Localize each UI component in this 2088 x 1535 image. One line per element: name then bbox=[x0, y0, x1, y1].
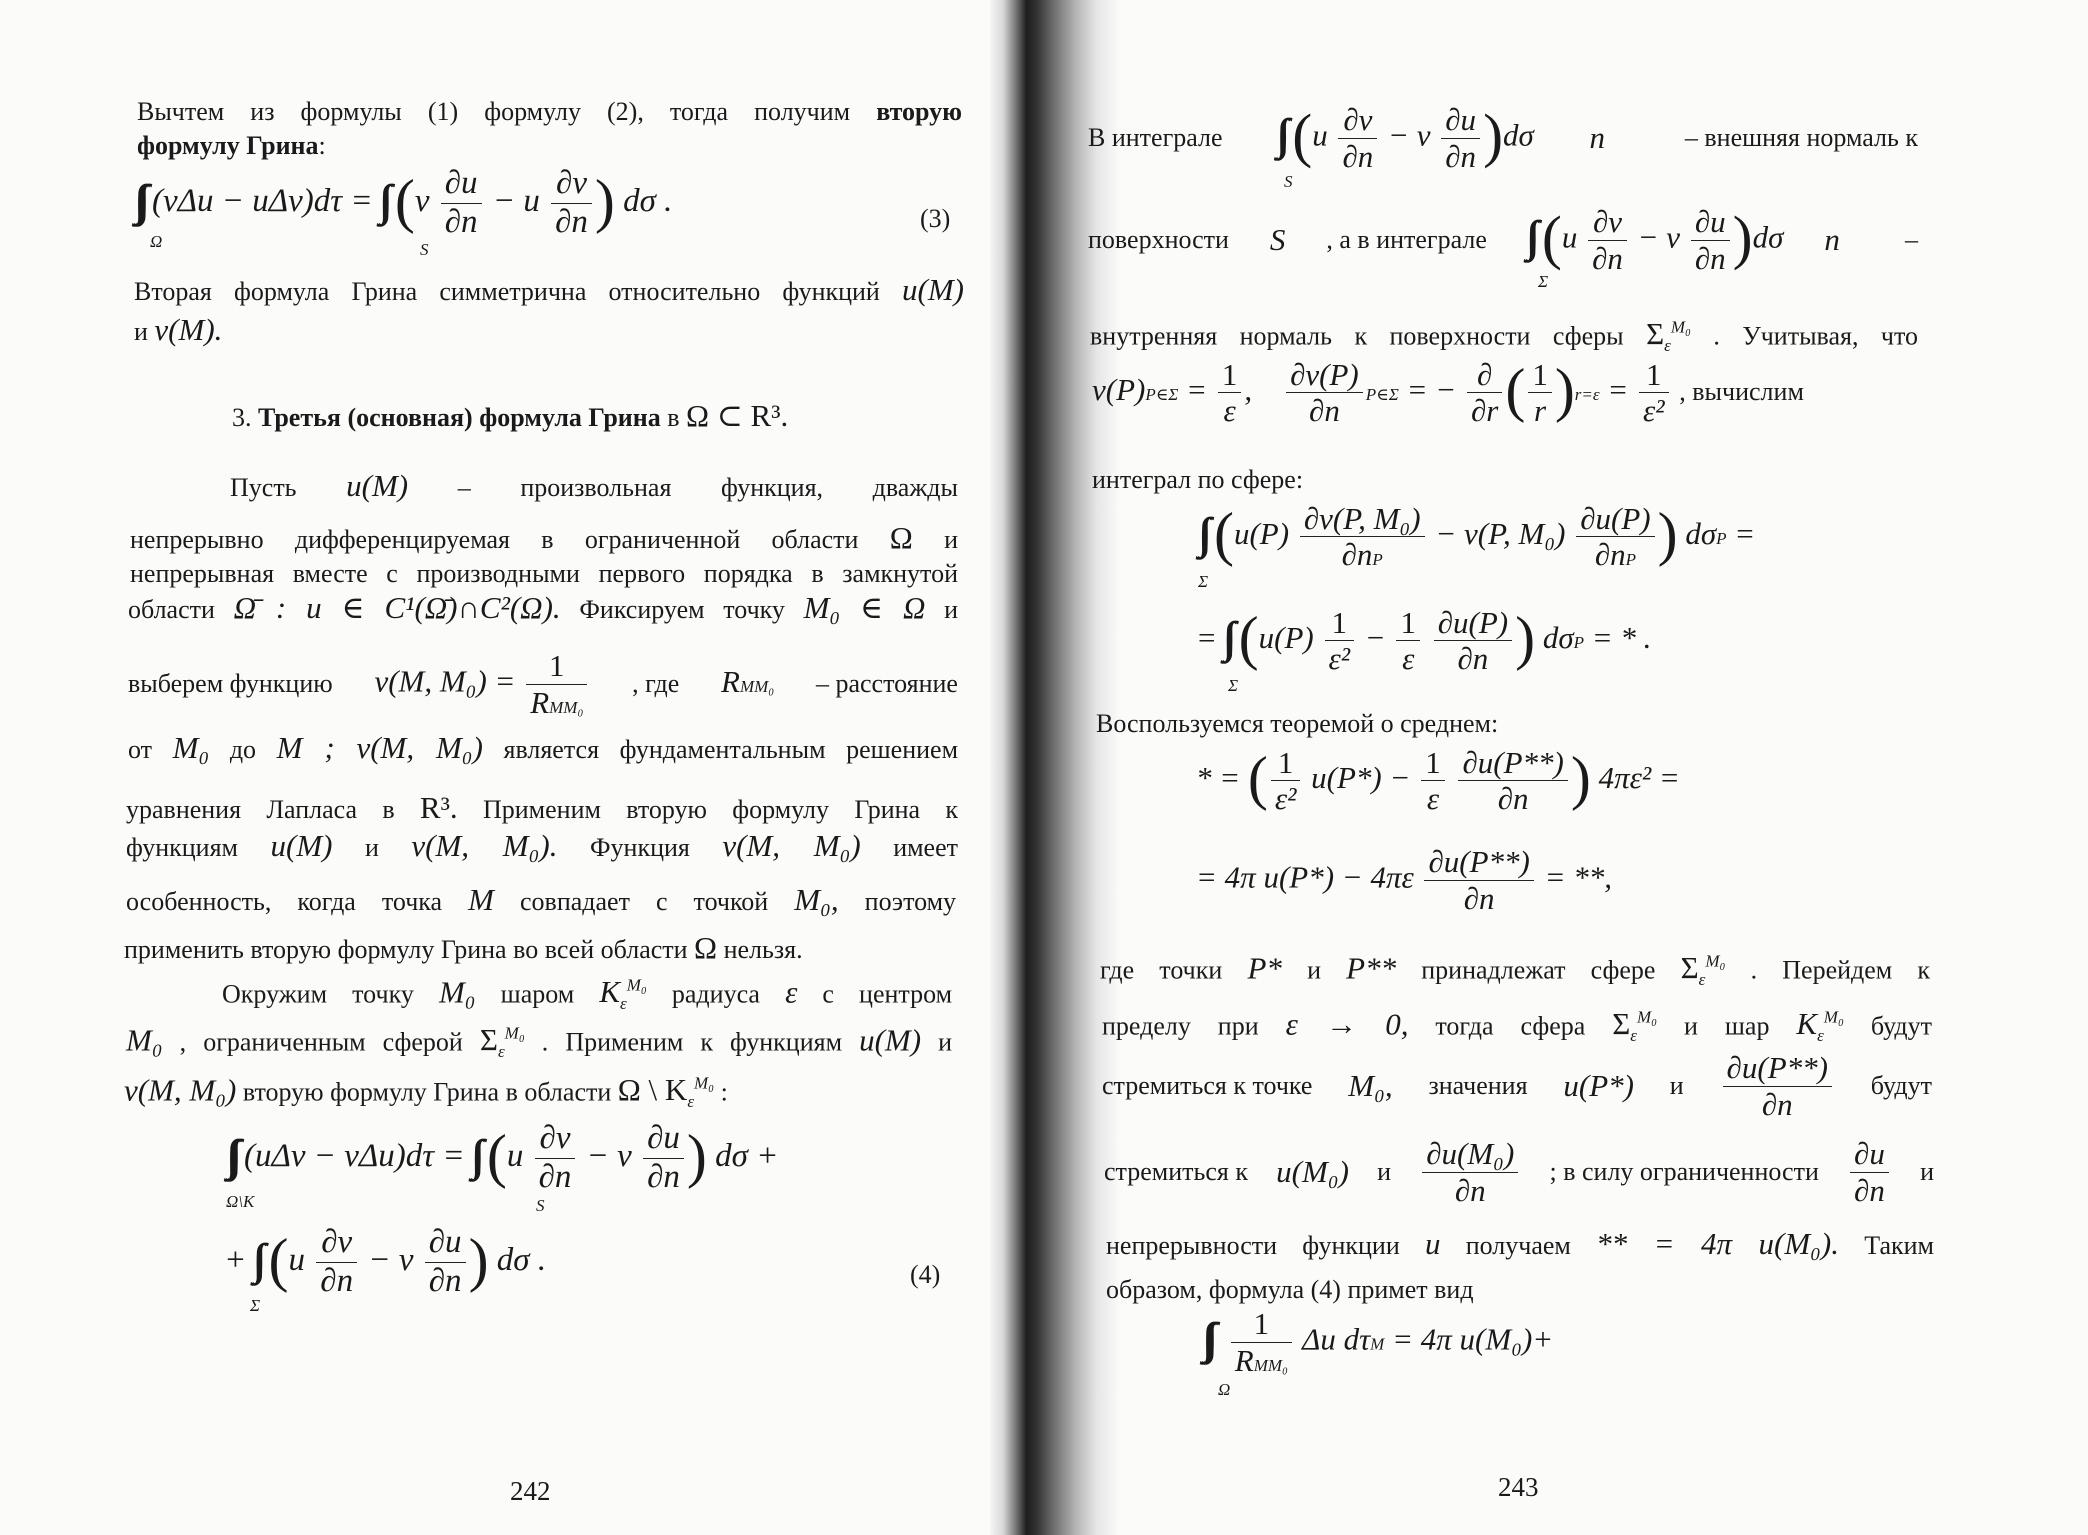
u-of-m: u(M) bbox=[902, 272, 964, 307]
right-page bbox=[1000, 0, 2088, 1535]
r7-integral: = (u(P) $\frac{1}{\text{ε²}}$ − $\frac{1}{\varepsilon}$ $\frac{\partial u(P)}{\partial n}$ ) dσP = * . bbox=[1196, 604, 1652, 677]
intro-bold-word: вторую bbox=[876, 97, 963, 126]
intro-text: Вычтем из формулы (1) формулу (2), тогда получим bbox=[137, 97, 851, 126]
page-number-right: 243 bbox=[1498, 1472, 1539, 1502]
section-domain: Ω ⊂ R³. bbox=[686, 398, 789, 433]
intro-line bbox=[137, 94, 962, 130]
p3-line-10: применить вторую формулу Грина во всей области Ω нельзя. bbox=[124, 930, 803, 965]
r11-line: где точки P* и P** принадлежат сфере $\Sigma_\varepsilon^{M_0}$ . Перейдем к bbox=[1100, 950, 1931, 990]
eq3-tail: dσ . bbox=[623, 183, 673, 220]
and-word: и bbox=[134, 317, 148, 346]
r1-line: В интеграле (u $\frac{\partial v}{\partial n}$ − v $\frac{\partial u}{\partial n}$ )dσ n⃗ – внешняя нормаль к bbox=[1088, 102, 1918, 174]
v-of-m: v(M). bbox=[154, 312, 223, 347]
p3-line-2: непрерывно дифференцируемая в ограниченной области Ω и bbox=[130, 520, 959, 555]
intro-line-2 bbox=[137, 128, 326, 164]
eq4-frac-1: $\frac{\partial v}{\partial n}$ bbox=[535, 1120, 576, 1197]
p3-line-1: Пусть u(M) – произвольная функция, дважды bbox=[230, 468, 958, 503]
r14-line: стремиться к u(M₀) и $\frac{\text{∂u(M₀)}}{\partial n}$ ; в силу ограниченности $\frac{\partial u}{\partial n}$ и bbox=[1104, 1136, 1934, 1208]
r16-line: образом, формула (4) примет вид bbox=[1106, 1275, 1474, 1304]
p3-line-8: функциям u(M) и v(M, M₀). Функция v(M, M₀) имеет bbox=[126, 828, 958, 863]
r8-line: Воспользуемся теоремой о среднем: bbox=[1096, 709, 1499, 738]
equation-4-number: (4) bbox=[910, 1260, 941, 1289]
r2-line: поверхности S , а в интеграле (u $\frac{\partial v}{\partial n}$ − v $\frac{\partial u}{\partial n}$ )dσ n⃗ – bbox=[1088, 204, 1918, 276]
p3-line-5: выберем функцию v(M, M₀) = $\frac{1}{\text{RMM₀}}$ , где RMM₀ – расстояние bbox=[128, 648, 958, 720]
left-page bbox=[0, 0, 1000, 1535]
p3-line-7: уравнения Лапласа в R³. Применим вторую формулу Грина к bbox=[126, 790, 959, 825]
r2-sigma-limit: Σ bbox=[1538, 272, 1549, 291]
r13-line: стремиться к точке M₀, значения u(P*) и $\frac{\partial u(P**)}{\partial n}$ будут bbox=[1102, 1050, 1932, 1122]
r7-sigma-limit: Σ bbox=[1228, 676, 1239, 695]
eq4-frac-2: $\frac{\partial u}{\partial n}$ bbox=[643, 1120, 684, 1197]
section-number: 3. bbox=[232, 403, 252, 432]
eq3-frac-2: $\frac{\partial v}{\partial n}$ bbox=[551, 165, 592, 242]
r6-integral: (u(P) $\frac{\text{∂v(P, M₀)}}{\partial nP}$ − v(P, M₀) $\frac{\partial u(P)}{\partial nP}$ ) dσP = bbox=[1214, 500, 1756, 573]
page-number-left: 242 bbox=[510, 1476, 551, 1506]
equation-4-line-1: (uΔv − vΔu)dτ = (u $\frac{\partial v}{\partial n}$ − v $\frac{\partial u}{\partial n}$ ) dσ + bbox=[244, 1120, 779, 1195]
symmetry-text: Вторая формула Грина симметрична относительно функций bbox=[134, 277, 880, 306]
r17-omega-limit: Ω bbox=[1218, 1380, 1231, 1399]
green-formula-term: формулу Грина bbox=[137, 131, 319, 160]
r6-sigma-limit: Σ bbox=[1198, 572, 1209, 591]
p3-line-6: от M₀ до M ; v(M, M₀) является фундаментальным решением bbox=[128, 730, 959, 765]
equation-3: (vΔu − uΔv)dτ = (v $\frac{\partial u}{\partial n}$ − u $\frac{\partial v}{\partial n}$ ) dσ . bbox=[152, 165, 673, 240]
p3-line-3: непрерывная вместе с производными первого порядка в замкнутой bbox=[130, 559, 958, 588]
eq4-sigma-limit: Σ bbox=[250, 1296, 261, 1315]
r9-mean-value: * = ( $\frac{1}{\text{ε²}}$ u(P*) − $\frac{1}{\varepsilon}$ $\frac{\partial u(P**)}{\partial n}$ ) 4πε² = bbox=[1196, 744, 1680, 817]
symmetry-line-2 bbox=[134, 312, 222, 350]
r15-line: непрерывности функции u получаем ** = 4π u(M₀). Таким bbox=[1106, 1226, 1935, 1261]
eq3-omega-limit: Ω bbox=[150, 232, 163, 251]
eq3-lead: v bbox=[414, 183, 430, 220]
r1-s-limit: S bbox=[1284, 172, 1293, 191]
section-in: в bbox=[667, 403, 680, 432]
eq4-s-limit: S bbox=[536, 1196, 545, 1215]
colon: : bbox=[318, 131, 326, 160]
p4-line-2: M₀ , ограниченным сферой $\Sigma_\varepsilon^{M_0}$ . Применим к функциям u(M) и bbox=[126, 1022, 953, 1062]
p4-line-1: Окружим точку M₀ шаром $K_\varepsilon^{M_0}$ радиуса ε с центром bbox=[222, 974, 953, 1014]
r10-result: = 4π u(P*) − 4πε $\frac{\partial u(P**)}{\partial n}$ = **, bbox=[1196, 844, 1613, 916]
p3-line-9: особенность, когда точка M совпадает с точкой M₀, поэтому bbox=[126, 882, 957, 917]
eq4-frac-4: $\frac{\partial u}{\partial n}$ bbox=[425, 1224, 466, 1301]
section-heading bbox=[232, 398, 788, 436]
section-title: Третья (основная) формула Грина bbox=[258, 403, 661, 432]
p4-line-3: v(M, M₀) вторую формулу Грина в области Ω \ $K_\varepsilon^{M_0}$ : bbox=[124, 1072, 728, 1112]
eq4-frac-3: $\frac{\partial v}{\partial n}$ bbox=[316, 1224, 357, 1301]
eq3-frac-1: $\frac{\partial u}{\partial n}$ bbox=[441, 165, 482, 242]
symmetry-line bbox=[134, 272, 964, 310]
r5-line: интеграл по сфере: bbox=[1092, 465, 1304, 494]
r4-boundary-values: v(P)P∈Σ = $\frac{1}{\varepsilon}$ , $\frac{\partial v(P)}{\partial n}$ P∈Σ = − $\frac{\partial}{\partial r}$ ( $\frac{1}{r}$ )r=ε = $\frac{1}{\text{ε²}}$ , вычислим bbox=[1092, 356, 1804, 429]
one-over-r-frac: $\frac{1}{\text{RMM₀}}$ bbox=[526, 648, 587, 720]
eq3-mid: − u bbox=[492, 183, 540, 220]
eq4-lower-limit-1: Ω\K bbox=[226, 1192, 255, 1211]
equation-3-number: (3) bbox=[920, 204, 951, 233]
r12-line: пределу при ε → 0, тогда сфера $\Sigma_\varepsilon^{M_0}$ и шар $K_\varepsilon^{M_0}$ будут bbox=[1102, 1006, 1933, 1046]
r3-line: внутренняя нормаль к поверхности сферы $\Sigma_\varepsilon^{M_0}$ . Учитывая, что bbox=[1090, 316, 1919, 356]
r17-final-formula: $\frac{1}{\text{RMM₀}}$ Δu dτM = 4π u(M₀)+ bbox=[1206, 1306, 1553, 1378]
p3-line-4: области Ω̄ : u ∈ C¹(Ω̄)∩C²(Ω). Фиксируем точку M₀ ∈ Ω и bbox=[128, 590, 958, 625]
eq3-s-limit: S bbox=[420, 240, 429, 259]
eq3-lhs: (vΔu − uΔv)dτ = bbox=[152, 183, 373, 220]
equation-4-line-2: + (u $\frac{\partial v}{\partial n}$ − v $\frac{\partial u}{\partial n}$ ) dσ . bbox=[224, 1224, 547, 1299]
